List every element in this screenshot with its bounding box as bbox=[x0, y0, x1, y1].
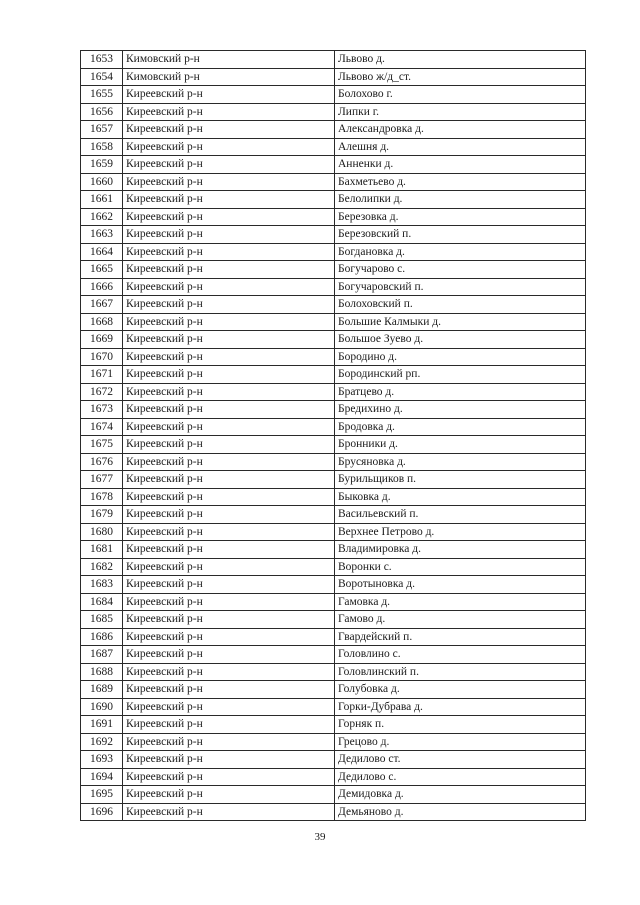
table-row bbox=[81, 768, 586, 786]
table-row bbox=[81, 453, 586, 471]
district-cell: Киреевский р-н bbox=[123, 436, 335, 454]
row-number-cell: 1656 bbox=[81, 103, 123, 121]
row-number-cell: 1677 bbox=[81, 471, 123, 489]
table-row bbox=[81, 313, 586, 331]
settlement-cell: Голубовка д. bbox=[335, 681, 586, 699]
table-row bbox=[81, 401, 586, 419]
district-cell: Кимовский р-н bbox=[123, 68, 335, 86]
row-number-cell: 1678 bbox=[81, 488, 123, 506]
district-cell: Киреевский р-н bbox=[123, 751, 335, 769]
table-row bbox=[81, 383, 586, 401]
table-body bbox=[81, 51, 586, 821]
row-number-cell: 1683 bbox=[81, 576, 123, 594]
district-cell: Киреевский р-н bbox=[123, 593, 335, 611]
row-number-cell: 1653 bbox=[81, 51, 123, 69]
row-number-cell: 1658 bbox=[81, 138, 123, 156]
table-row bbox=[81, 576, 586, 594]
table-row bbox=[81, 593, 586, 611]
row-number-cell: 1675 bbox=[81, 436, 123, 454]
settlement-cell: Березовский п. bbox=[335, 226, 586, 244]
settlement-cell: Грецово д. bbox=[335, 733, 586, 751]
table-row bbox=[81, 278, 586, 296]
district-cell: Киреевский р-н bbox=[123, 173, 335, 191]
district-cell: Киреевский р-н bbox=[123, 786, 335, 804]
table-row bbox=[81, 261, 586, 279]
row-number-cell: 1659 bbox=[81, 156, 123, 174]
district-cell: Киреевский р-н bbox=[123, 716, 335, 734]
settlement-cell: Брусяновка д. bbox=[335, 453, 586, 471]
row-number-cell: 1665 bbox=[81, 261, 123, 279]
row-number-cell: 1660 bbox=[81, 173, 123, 191]
settlement-cell: Большие Калмыки д. bbox=[335, 313, 586, 331]
district-cell: Киреевский р-н bbox=[123, 331, 335, 349]
settlement-cell: Бродовка д. bbox=[335, 418, 586, 436]
settlement-cell: Дедилово с. bbox=[335, 768, 586, 786]
settlement-cell: Бредихино д. bbox=[335, 401, 586, 419]
row-number-cell: 1682 bbox=[81, 558, 123, 576]
district-cell: Киреевский р-н bbox=[123, 243, 335, 261]
row-number-cell: 1673 bbox=[81, 401, 123, 419]
district-cell: Киреевский р-н bbox=[123, 663, 335, 681]
settlement-cell: Головлино с. bbox=[335, 646, 586, 664]
district-cell: Киреевский р-н bbox=[123, 558, 335, 576]
district-cell: Киреевский р-н bbox=[123, 733, 335, 751]
district-cell: Киреевский р-н bbox=[123, 628, 335, 646]
table-row bbox=[81, 611, 586, 629]
table-row bbox=[81, 121, 586, 139]
table-row bbox=[81, 681, 586, 699]
row-number-cell: 1685 bbox=[81, 611, 123, 629]
table-row bbox=[81, 471, 586, 489]
settlement-cell: Белолипки д. bbox=[335, 191, 586, 209]
row-number-cell: 1672 bbox=[81, 383, 123, 401]
row-number-cell: 1686 bbox=[81, 628, 123, 646]
district-cell: Киреевский р-н bbox=[123, 418, 335, 436]
settlement-cell: Липки г. bbox=[335, 103, 586, 121]
row-number-cell: 1680 bbox=[81, 523, 123, 541]
row-number-cell: 1661 bbox=[81, 191, 123, 209]
district-cell: Киреевский р-н bbox=[123, 646, 335, 664]
district-cell: Киреевский р-н bbox=[123, 681, 335, 699]
district-cell: Киреевский р-н bbox=[123, 506, 335, 524]
table-row bbox=[81, 348, 586, 366]
row-number-cell: 1693 bbox=[81, 751, 123, 769]
settlement-cell: Александровка д. bbox=[335, 121, 586, 139]
table-row bbox=[81, 226, 586, 244]
district-cell: Киреевский р-н bbox=[123, 208, 335, 226]
table-row bbox=[81, 138, 586, 156]
settlement-cell: Гамовка д. bbox=[335, 593, 586, 611]
row-number-cell: 1666 bbox=[81, 278, 123, 296]
row-number-cell: 1690 bbox=[81, 698, 123, 716]
settlement-cell: Алешня д. bbox=[335, 138, 586, 156]
district-cell: Киреевский р-н bbox=[123, 278, 335, 296]
district-cell: Киреевский р-н bbox=[123, 121, 335, 139]
settlement-cell: Бородино д. bbox=[335, 348, 586, 366]
table-row bbox=[81, 786, 586, 804]
row-number-cell: 1669 bbox=[81, 331, 123, 349]
table-row bbox=[81, 173, 586, 191]
district-cell: Киреевский р-н bbox=[123, 313, 335, 331]
district-cell: Киреевский р-н bbox=[123, 383, 335, 401]
district-cell: Киреевский р-н bbox=[123, 366, 335, 384]
row-number-cell: 1670 bbox=[81, 348, 123, 366]
settlement-cell: Бородинский рп. bbox=[335, 366, 586, 384]
settlement-cell: Болохово г. bbox=[335, 86, 586, 104]
row-number-cell: 1688 bbox=[81, 663, 123, 681]
row-number-cell: 1663 bbox=[81, 226, 123, 244]
settlement-cell: Болоховский п. bbox=[335, 296, 586, 314]
district-cell: Киреевский р-н bbox=[123, 296, 335, 314]
settlement-cell: Гамово д. bbox=[335, 611, 586, 629]
district-cell: Киреевский р-н bbox=[123, 698, 335, 716]
table-row bbox=[81, 523, 586, 541]
district-cell: Киреевский р-н bbox=[123, 523, 335, 541]
table-row bbox=[81, 628, 586, 646]
district-cell: Киреевский р-н bbox=[123, 138, 335, 156]
district-cell: Киреевский р-н bbox=[123, 156, 335, 174]
settlement-cell: Воронки с. bbox=[335, 558, 586, 576]
settlement-cell: Демидовка д. bbox=[335, 786, 586, 804]
table-row bbox=[81, 751, 586, 769]
row-number-cell: 1676 bbox=[81, 453, 123, 471]
row-number-cell: 1654 bbox=[81, 68, 123, 86]
district-cell: Киреевский р-н bbox=[123, 226, 335, 244]
district-cell: Киреевский р-н bbox=[123, 471, 335, 489]
row-number-cell: 1655 bbox=[81, 86, 123, 104]
table-row bbox=[81, 156, 586, 174]
district-cell: Киреевский р-н bbox=[123, 453, 335, 471]
district-cell: Киреевский р-н bbox=[123, 348, 335, 366]
settlement-cell: Львово д. bbox=[335, 51, 586, 69]
table-row bbox=[81, 541, 586, 559]
row-number-cell: 1689 bbox=[81, 681, 123, 699]
settlement-cell: Бронники д. bbox=[335, 436, 586, 454]
row-number-cell: 1674 bbox=[81, 418, 123, 436]
settlement-cell: Головлинский п. bbox=[335, 663, 586, 681]
row-number-cell: 1671 bbox=[81, 366, 123, 384]
row-number-cell: 1694 bbox=[81, 768, 123, 786]
row-number-cell: 1657 bbox=[81, 121, 123, 139]
settlement-cell: Богучарово с. bbox=[335, 261, 586, 279]
settlement-cell: Богдановка д. bbox=[335, 243, 586, 261]
settlement-cell: Большое Зуево д. bbox=[335, 331, 586, 349]
district-cell: Киреевский р-н bbox=[123, 541, 335, 559]
row-number-cell: 1681 bbox=[81, 541, 123, 559]
district-cell: Киреевский р-н bbox=[123, 191, 335, 209]
table-row bbox=[81, 436, 586, 454]
settlement-cell: Бахметьево д. bbox=[335, 173, 586, 191]
table-row bbox=[81, 86, 586, 104]
table-row bbox=[81, 51, 586, 69]
table-row bbox=[81, 366, 586, 384]
table-row bbox=[81, 803, 586, 821]
settlement-cell: Быковка д. bbox=[335, 488, 586, 506]
settlement-cell: Анненки д. bbox=[335, 156, 586, 174]
district-cell: Киреевский р-н bbox=[123, 401, 335, 419]
settlement-cell: Березовка д. bbox=[335, 208, 586, 226]
settlement-cell: Бурильщиков п. bbox=[335, 471, 586, 489]
row-number-cell: 1668 bbox=[81, 313, 123, 331]
table-row bbox=[81, 506, 586, 524]
table-row bbox=[81, 733, 586, 751]
table-row bbox=[81, 68, 586, 86]
district-cell: Киреевский р-н bbox=[123, 103, 335, 121]
settlement-cell: Васильевский п. bbox=[335, 506, 586, 524]
district-cell: Киреевский р-н bbox=[123, 488, 335, 506]
row-number-cell: 1664 bbox=[81, 243, 123, 261]
table-row bbox=[81, 646, 586, 664]
table-row bbox=[81, 208, 586, 226]
table-row bbox=[81, 103, 586, 121]
district-cell: Киреевский р-н bbox=[123, 576, 335, 594]
table-row bbox=[81, 191, 586, 209]
district-cell: Киреевский р-н bbox=[123, 261, 335, 279]
table-row bbox=[81, 243, 586, 261]
table-row bbox=[81, 716, 586, 734]
row-number-cell: 1695 bbox=[81, 786, 123, 804]
district-cell: Киреевский р-н bbox=[123, 768, 335, 786]
settlement-cell: Богучаровский п. bbox=[335, 278, 586, 296]
row-number-cell: 1667 bbox=[81, 296, 123, 314]
table-row bbox=[81, 488, 586, 506]
table-row bbox=[81, 331, 586, 349]
table-row bbox=[81, 558, 586, 576]
table-row bbox=[81, 698, 586, 716]
settlement-cell: Дедилово ст. bbox=[335, 751, 586, 769]
district-cell: Киреевский р-н bbox=[123, 86, 335, 104]
settlement-cell: Владимировка д. bbox=[335, 541, 586, 559]
settlement-cell: Львово ж/д_ст. bbox=[335, 68, 586, 86]
settlement-cell: Воротыновка д. bbox=[335, 576, 586, 594]
district-cell: Кимовский р-н bbox=[123, 51, 335, 69]
row-number-cell: 1691 bbox=[81, 716, 123, 734]
settlement-cell: Демьяново д. bbox=[335, 803, 586, 821]
district-cell: Киреевский р-н bbox=[123, 611, 335, 629]
settlements-table bbox=[80, 50, 586, 821]
settlement-cell: Гвардейский п. bbox=[335, 628, 586, 646]
table-row bbox=[81, 296, 586, 314]
row-number-cell: 1662 bbox=[81, 208, 123, 226]
table-row bbox=[81, 663, 586, 681]
settlement-cell: Братцево д. bbox=[335, 383, 586, 401]
row-number-cell: 1687 bbox=[81, 646, 123, 664]
page-number: 39 bbox=[314, 831, 326, 843]
row-number-cell: 1692 bbox=[81, 733, 123, 751]
settlement-cell: Горняк п. bbox=[335, 716, 586, 734]
row-number-cell: 1684 bbox=[81, 593, 123, 611]
settlement-cell: Верхнее Петрово д. bbox=[335, 523, 586, 541]
table-row bbox=[81, 418, 586, 436]
row-number-cell: 1696 bbox=[81, 803, 123, 821]
row-number-cell: 1679 bbox=[81, 506, 123, 524]
district-cell: Киреевский р-н bbox=[123, 803, 335, 821]
settlement-cell: Горки-Дубрава д. bbox=[335, 698, 586, 716]
